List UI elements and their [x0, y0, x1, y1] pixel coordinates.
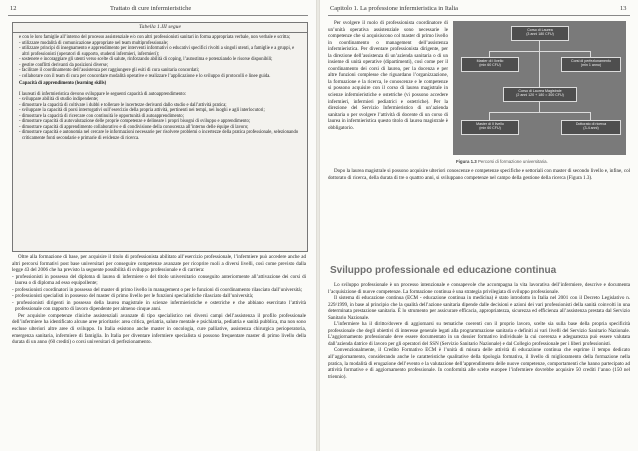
paragraph: Lo sviluppo professionale è un processo intenzionale e consapevole che accompagna la vita lavorativa dell’infermiere, descrive e documenta l’acquisizione di nuove competenze. La formazione continua è una strategia privilegiata di sviluppo professionale.: [328, 282, 630, 295]
table-caption-rule: [13, 32, 307, 33]
flow-box-corso-laurea: Corso di Laurea (3 anni 180 CFU): [511, 26, 569, 41]
paragraph: Oltre alla formazione di base, per acquisire il titolo di professionista abilitato all’esercizio professionale, l’infermiere può accedere anche ad altri percorsi formativi post base universitari per conseguire competenze avanzate per ricoprire ruoli a diversi livelli, così come previsto dalla legge 43 del 2006 che ha previsto la seguente possibilità di sviluppo professionale e di carriera:: [12, 254, 306, 274]
table-line: - dimostrare capacità di apprendimento collaborativo e di condivisione della conoscenza all’interno delle équipe di lavoro;: [19, 124, 249, 130]
left-page-number: 12: [10, 5, 17, 12]
connector-line: [539, 51, 540, 87]
left-body-text: [12, 254, 306, 346]
flowchart-figure: [453, 21, 626, 155]
flow-box-dottorato: Dottorato di ricerca (3-4 anni): [561, 120, 621, 135]
table-line: I laureati di infermieristica devono sviluppare le seguenti capacità di autoapprendimento:: [19, 91, 187, 97]
flow-box-master-2: Master di II livello (min 60 CFU): [461, 120, 519, 135]
paragraph: Per acquisire competenze cliniche assistenziali avanzate di tipo specialistico nei diversi campi dell’assistenza il profilo professionale dell’infermiere ha identificato alcune aree prioritarie: area critica, geriatria, salute mentale e psichiatria, pediatria e sanità pubblica, ma non sono escluse ulteriori altre aree di sviluppo. In Italia esistono anche master in oncologia, cure palliative, assistenza chirurgica perioperatoria, emergenza sanitaria, infermiere di famiglia. In Italia per diventare infermiere specialista si possono frequentare master di primo livello della durata di un anno (60 crediti) o corsi universitari di perfezionamento.: [12, 312, 306, 346]
flow-box-perfezionamento: Corsi di perfezionamento (min 1 anno): [561, 57, 621, 72]
connector-line: [489, 112, 490, 120]
right-body-text: [328, 168, 630, 181]
paragraph: Convenzionalmente, il Credito Formativo ECM è l’unità di misura delle attività di educazione continua che esprime il tempo dedicato all’aggiornamento, considerando anche le caratteristiche qualitative della tipologia formativa, il livello di miglioramento della formazione nella pratica, la modalità di erogazione dell’evento e la valutazione dell’apprendimento delle nuove competenze, comportamenti che hanno partecipato ad attività formative e di aggiornamento professionale. In conformità alle scelte europee l’infermiere dovrebbe acquisire 50 crediti l’anno (150 nel triennio).: [328, 347, 630, 380]
left-page: [0, 0, 316, 451]
table-line: - sviluppare abilità di studio indipendente;: [19, 97, 99, 103]
table-subheading: Capacità di apprendimento (learning skills): [19, 81, 107, 87]
table-line: - dimostrare la capacità di ricercare con continuità le opportunità di autoapprendimento;: [19, 113, 184, 119]
side-text-column: [328, 20, 448, 131]
connector-line: [590, 112, 591, 120]
figure-caption-text: Percorsi di formazione universitaria.: [477, 159, 548, 164]
table-line: e con le loro famiglie all’interno del processo assistenziale e/o con altri professionisti sanitari in forma appropriata verbale, non verbale e scritta;: [19, 35, 290, 40]
section-body-text: [328, 282, 630, 380]
figure-caption: [456, 159, 548, 164]
table-line: - sviluppare la capacità di porsi interrogativi sull’esercizio della propria attività, pertinenti nei tempi, nei luoghi e agli interlocutori;: [19, 108, 265, 114]
header-rule: [8, 15, 308, 16]
list-item: - professionisti in possesso del diploma di laurea di infermiere o del titolo universitario conseguito anteriormente all’attivazione dei corsi di laurea o di diploma ad esso equipollente;: [12, 273, 306, 287]
table-line: - dimostrare capacità e autonomia nel cercare le informazioni necessarie per risolvere problemi o incertezze della pratica professionale, selezionando criticamente fonti secondarie e primarie di evidenze di ricerca.: [19, 130, 299, 141]
flow-box-master-1: Master di I livello (min 60 CFU): [461, 57, 519, 72]
table-line: - dimostrare capacità di autovalutazione delle proprie competenze e delineare i propri bisogni di sviluppo e apprendimento;: [19, 119, 251, 125]
paragraph: Il sistema di educazione continua (ECM - educazione continua in medicina) è stato introdotto in Italia nel 2001 con il Decreto Legislativo n. 229/1999, in base al principio che la qualità dell’azione sanitaria dipende dalle decisioni e azioni dei vari professionisti della sanità coinvolti in una determinata prestazione sanitaria. È lo strumento per assicurare efficacia, appropriatezza, sicurezza ed efficienza all’assistenza prestata dal Servizio Sanitario Nazionale.: [328, 295, 630, 321]
table-line: - facilitare il coordinamento dell’assistenza per raggiungere gli esiti di cura sanitaria concordati;: [19, 68, 200, 74]
table-line: - sostenere e incoraggiare gli utenti verso scelte di salute, rinforzando abilità di coping, l’autostima e potenziando le risorse disponibili;: [19, 57, 273, 63]
figure-caption-label: Figura 1.3: [456, 159, 477, 164]
table-line: - dimostrare la capacità di coltivare i dubbi e tollerare le incertezze derivanti dallo studio e dall’attività pratica;: [19, 102, 227, 108]
list-item: - professionisti coordinatori in possesso del master di primo livello in management o per le funzioni di coordinamento rilasciato dall’università;: [12, 286, 302, 293]
section-title: Sviluppo professionale ed educazione continua: [330, 265, 557, 276]
right-running-title: Capitolo 1. La professione infermieristica in Italia: [330, 5, 458, 12]
connector-line: [539, 102, 540, 112]
header-rule: [328, 15, 630, 16]
paragraph: Per svolgere il ruolo di professionista coordinatore di un’unità operativa assistenziale sono necessarie le competenze che si acquisiscono col master di primo livello in coordinamento o management dell’assistenza infermieristica. Per diventare professionista dirigente, per la direzione dell’assistenza di un’azienda sanitaria o di un insieme di unità operative (dipartimenti), così come per il coordinamento dei corsi di laurea, per la docenza e per altre funzioni complesse che riguardano l’organizzazione, la formazione e la ricerca, le conoscenze e le competenze si possono acquisire con il corso di laurea magistrale in scienze infermieristiche e ostetriche (vi possono accedere infermieri, infermieri pediatrici e ostetriche). Per la direzione del Servizio Infermieristico di un’azienda sanitaria o per svolgere l’attività di docente di un corso di laurea in infermieristica questo titolo di laurea magistrale è obbligatorio.: [328, 20, 448, 131]
connector-line: [489, 112, 591, 113]
connector-line: [539, 41, 540, 51]
table-content: [19, 35, 301, 142]
left-running-title: Trattato di cure infermieristiche: [110, 5, 192, 12]
table-line: - utilizzare modalità di comunicazione appropriate nel team multiprofessionale;: [19, 40, 169, 46]
paragraph: L’infermiere ha il diritto/dovere di aggiornarsi su tematiche coerenti con il proprio lavoro, scelte sia sulla base della propria specificità professionale che degli obiettivi di interesse generale legati alla programmazione sanitaria e definiti ai vari livelli del Servizio Sanitario Nazionale. L’aggiornamento professionale deve essere documentato in un dossier formativo individuale la cui coerenza e adeguatezza può essere valutata dall’azienda datrice di lavoro per gli operatori del SSN (Servizio Sanitario Nazionale) e dal Collegio professionale per i liberi professionisti.: [328, 321, 630, 347]
table-box: [12, 22, 308, 252]
paragraph: Dopo la laurea magistrale si possono acquisire ulteriori conoscenze e competenze specifiche e settoriali con master di secondo livello e, infine, col dottorato di ricerca, della durata di tre o quattro anni, si sviluppano competenze nel campo della gestione della ricerca (Figura 1.3).: [328, 168, 630, 181]
list-item: - professionisti dirigenti in possesso della laurea magistrale in scienze infermieristiche e ostetriche e che abbiano esercitato l’attività professionale con rapporto di lavoro dipendente per almeno cinque anni.: [12, 299, 306, 313]
table-line: - collaborare con il team di cura per concordare modalità operative e realizzare l’applicazione e lo sviluppo di protocolli e linee guida.: [19, 73, 271, 79]
table-line: - utilizzare principi di insegnamento e apprendimento per interventi informativi o educativi specifici rivolti a singoli utenti, a famiglie e a gruppi, e altri professionisti (operatori di supporto, studenti infermieri, infermieri);: [19, 46, 295, 57]
right-page: [320, 0, 638, 451]
right-page-number: 13: [620, 5, 627, 12]
table-caption: Tabella 1.III segue: [139, 24, 181, 30]
flow-box-laurea-magistrale: Corso di Laurea Magistrale (2 anni 120 + 180 = 300 CFU): [503, 87, 577, 102]
connector-line: [489, 51, 591, 52]
list-item: - professionisti specialisti in possesso del master di primo livello per le funzioni specialistiche rilasciato dall’università;: [12, 293, 254, 300]
table-line: - gestire conflitti derivanti da posizioni diverse;: [19, 62, 109, 68]
